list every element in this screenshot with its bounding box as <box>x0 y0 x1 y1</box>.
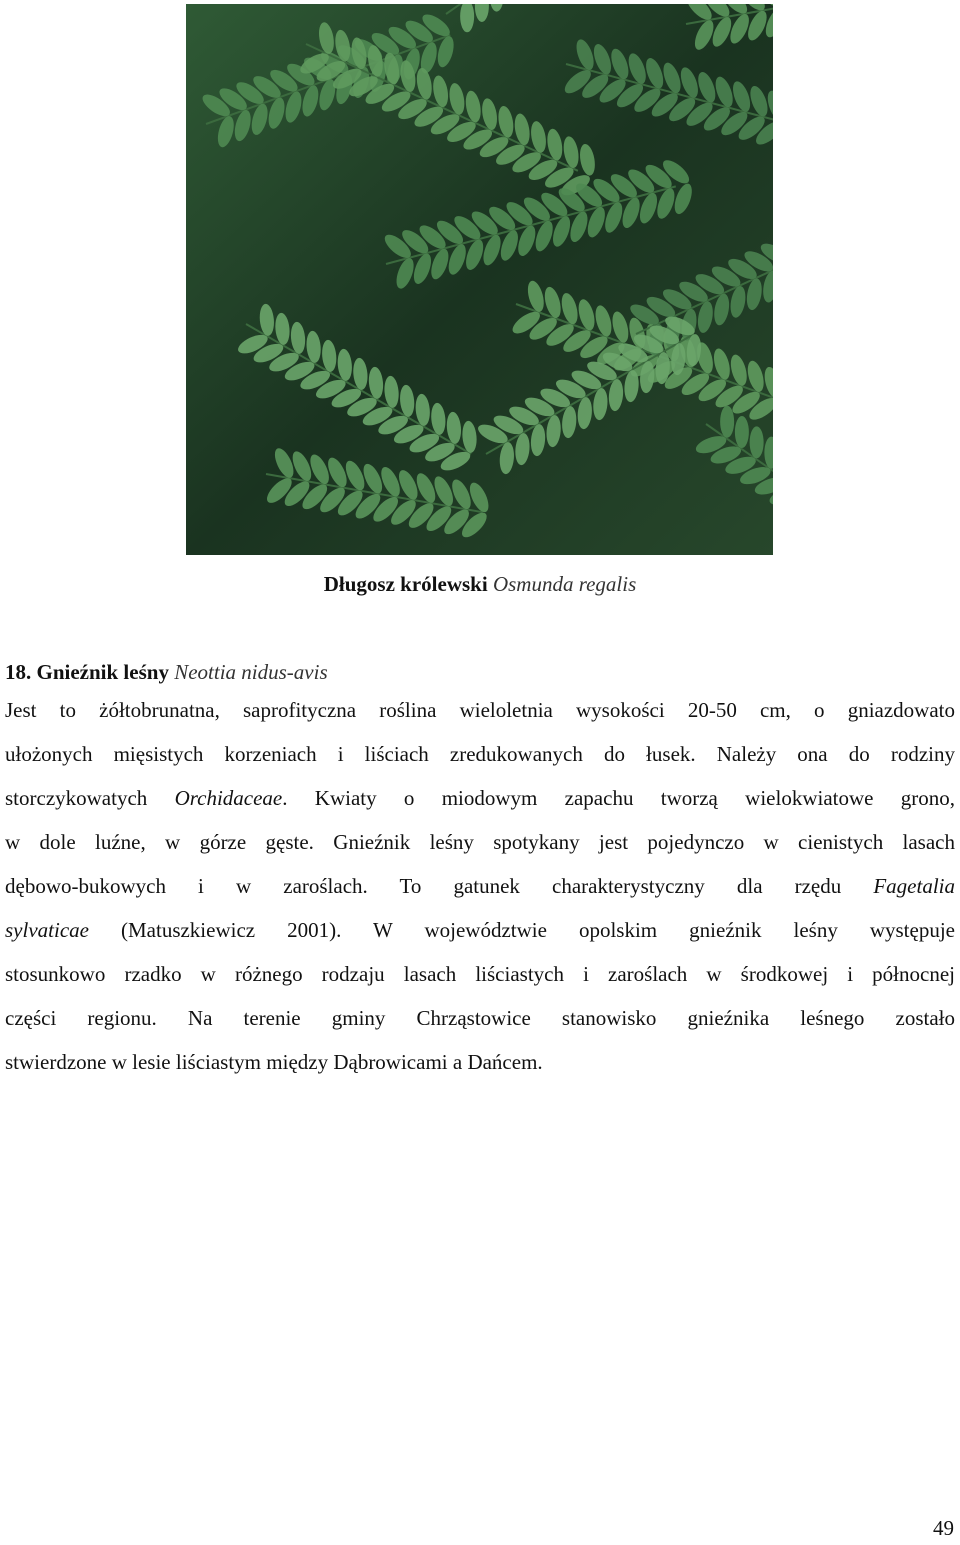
body-line: stosunkowo rzadko w różnego rodzaju lasach liściastych i zaroślach w środkowej i północnej <box>5 962 955 986</box>
latin-term: Orchidaceae <box>174 786 283 810</box>
page-number: 49 <box>933 1516 954 1540</box>
body-line: części regionu. Na terenie gminy Chrząstowice stanowisko gnieźnika leśnego zostało <box>5 1006 955 1030</box>
section-title: Gnieźnik leśny <box>36 660 169 684</box>
species-section <box>5 658 955 1084</box>
body-line: ułożonych mięsistych korzeniach i liściach zredukowanych do łusek. Należy ona do rodziny <box>5 742 955 766</box>
caption-latin-name: Osmunda regalis <box>492 572 637 596</box>
caption-common-name: Długosz królewski <box>323 572 488 596</box>
figure-caption <box>0 570 960 598</box>
latin-term: sylvaticae <box>5 918 89 942</box>
body-line: storczykowatych Orchidaceae. Kwiaty o miodowym zapachu tworzą wielokwiatowe grono, <box>5 786 955 810</box>
fern-illustration <box>186 4 773 555</box>
section-latin-name: Neottia nidus-avis <box>174 660 328 684</box>
section-number: 18. <box>5 660 32 684</box>
body-line: sylvaticae (Matuszkiewicz 2001). W województwie opolskim gnieźnik leśny występuje <box>5 918 955 942</box>
body-line: dębowo-bukowych i w zaroślach. To gatunek charakterystyczny dla rzędu Fagetalia <box>5 874 955 898</box>
body-line: stwierdzone w lesie liściastym między Dąbrowicami a Dańcem. <box>5 1050 543 1074</box>
section-body <box>5 688 955 1084</box>
latin-term: Fagetalia <box>873 874 955 898</box>
fern-photo <box>186 4 773 555</box>
section-heading <box>5 658 955 686</box>
body-line: w dole luźne, w górze gęste. Gnieźnik leśny spotykany jest pojedynczo w cienistych lasach <box>5 830 955 854</box>
body-line: Jest to żółtobrunatna, saprofityczna roślina wieloletnia wysokości 20-50 cm, o gniazdowato <box>5 698 955 722</box>
